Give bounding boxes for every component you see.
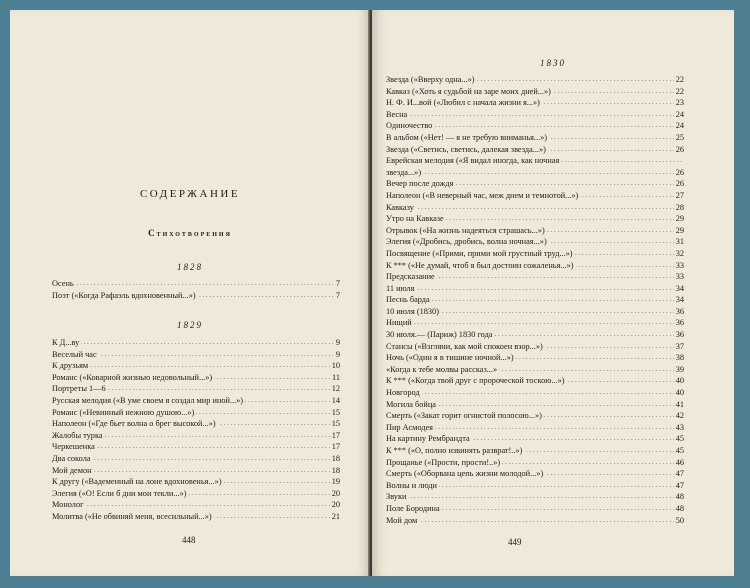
toc-entry-page: 22 <box>675 86 684 96</box>
toc-entry-page: 31 <box>675 237 684 247</box>
toc-entry-title: Весна <box>386 109 408 119</box>
toc-entry-title: Отрывок («На жизнь надеяться страшась...») <box>386 225 545 235</box>
left-page <box>10 10 370 576</box>
toc-entry-title: Ночь («Один я в тишине ночной...») <box>386 353 514 363</box>
toc-entry <box>386 364 684 376</box>
toc-entry-page: 20 <box>331 500 340 510</box>
toc-entry-page: 7 <box>335 290 340 300</box>
toc-entry-title: На картину Рембрандта <box>386 434 470 444</box>
toc-entry <box>386 213 684 225</box>
toc-entry-title: Мой дом <box>386 515 418 525</box>
toc-entry <box>52 453 340 465</box>
toc-entry-title: Мой демон <box>52 465 92 475</box>
toc-entry-page: 15 <box>331 419 340 429</box>
toc-entry-title: Одиночество <box>386 121 433 131</box>
toc-entry <box>386 445 684 457</box>
toc-entry-title: В альбом («Нет! — я не требую вниманья...») <box>386 132 548 142</box>
toc-entry <box>386 74 684 86</box>
toc-entry-page: 17 <box>331 442 340 452</box>
toc-entry-title: Звезда («Вверху одна...») <box>386 75 475 84</box>
toc-entry-title: К *** («Не думай, чтоб я был достоин сожаленья...») <box>386 260 574 270</box>
toc-entry-title: Пир Асмодея <box>386 422 434 432</box>
toc-entry-title: Черкешенка <box>52 442 95 452</box>
toc-entry-title: Кавказу <box>386 202 414 212</box>
toc-entry-page: 40 <box>675 388 684 398</box>
toc-entry <box>386 225 684 237</box>
toc-entry <box>386 468 684 480</box>
toc-entry-title: Поэт («Когда Рафаэль вдохновенный...») <box>52 290 196 300</box>
toc-entry-page: 34 <box>675 283 684 293</box>
toc-entry-page: 28 <box>675 202 684 212</box>
toc-entry-title: Элегия («О! Если б дни мои текли...») <box>52 488 187 498</box>
toc-list-1830 <box>386 74 684 526</box>
toc-entry <box>386 422 684 434</box>
toc-entry-page: 26 <box>675 144 684 154</box>
toc-entry-page: 48 <box>675 492 684 502</box>
toc-entry-page: 9 <box>335 349 340 359</box>
toc-entry <box>386 178 684 190</box>
toc-entry-page: 23 <box>675 98 684 108</box>
toc-entry <box>386 97 684 109</box>
toc-entry <box>386 120 684 132</box>
toc-entry <box>52 349 340 361</box>
toc-entry <box>386 515 684 527</box>
toc-entry-page: 40 <box>675 376 684 386</box>
toc-entry-title: 11 июля <box>386 283 415 293</box>
toc-entry <box>52 337 340 349</box>
toc-entry-title: К *** («О, полно извинять разврат!..») <box>386 446 523 455</box>
toc-entry-title: Нищий <box>386 318 412 328</box>
toc-entry-page: 36 <box>675 306 684 316</box>
toc-entry <box>52 290 340 302</box>
toc-entry-page: 42 <box>675 411 684 421</box>
toc-entry <box>386 387 684 399</box>
toc-entry <box>52 395 340 407</box>
toc-entry <box>52 511 340 523</box>
toc-entry <box>52 441 340 453</box>
toc-entry-page: 25 <box>675 132 684 142</box>
toc-entry <box>386 433 684 445</box>
toc-entry-title: Прощанье («Прости, прости!..») <box>386 457 501 467</box>
toc-entry-title: Новгород <box>386 388 420 398</box>
toc-entry-title: Смерть («Оборвана цепь жизни молодой...») <box>386 469 544 479</box>
toc-entry-page: 19 <box>331 477 340 487</box>
toc-entry <box>52 418 340 430</box>
toc-list-1829 <box>52 337 340 523</box>
toc-entry <box>386 491 684 503</box>
toc-entry-title: Смерть («Закат горит огнистой полосою...») <box>386 411 542 421</box>
toc-entry-page: 29 <box>675 225 684 235</box>
toc-entry-title: Песнь барда <box>386 295 430 305</box>
toc-entry-page: 18 <box>331 465 340 475</box>
toc-entry <box>52 476 340 488</box>
toc-entry <box>386 109 684 121</box>
toc-entry-title: Еврейская мелодия («Я видал иногда, как ночная <box>386 156 560 166</box>
toc-entry <box>386 480 684 492</box>
toc-entry-title: Портреты 1—6 <box>52 384 106 394</box>
toc-entry-page: 29 <box>675 214 684 224</box>
toc-entry-page: 48 <box>675 503 684 513</box>
toc-entry <box>386 132 684 144</box>
toc-entry <box>386 260 684 272</box>
toc-entry <box>386 144 684 156</box>
toc-entry <box>386 155 684 167</box>
toc-entry-title: Романс («Невинный нежною душою...») <box>52 407 195 417</box>
toc-entry-title: К друзьям <box>52 361 89 371</box>
toc-entry-page: 41 <box>675 399 684 409</box>
toc-entry-page: 17 <box>331 430 340 440</box>
toc-entry-page: 24 <box>675 121 684 131</box>
toc-entry-title: Монолог <box>52 500 84 510</box>
toc-entry-page: 39 <box>675 364 684 374</box>
toc-entry <box>386 457 684 469</box>
toc-entry-title: К другу («Вадеменный на лоне вдохновенья...») <box>52 477 222 487</box>
toc-entry-page: 32 <box>675 248 684 258</box>
toc-entry-title: Утро на Кавказе <box>386 214 444 224</box>
toc-entry-page: 21 <box>331 511 340 521</box>
toc-entry <box>386 503 684 515</box>
toc-entry-page: 9 <box>335 338 340 347</box>
toc-entry-title: 10 июля (1830) <box>386 306 439 316</box>
toc-entry-page: 20 <box>331 488 340 498</box>
toc-entry-page: 45 <box>675 446 684 455</box>
toc-entry <box>52 383 340 395</box>
toc-entry-title: Вечер после дождя <box>386 179 454 189</box>
toc-entry-title: Звуки <box>386 492 407 502</box>
toc-entry-page: 10 <box>331 361 340 371</box>
toc-entry-title: Русская мелодия («В уме своем я создал мир иной...») <box>52 395 244 405</box>
toc-entry-title: Кавказ («Хоть я судьбой на заре моих дней...») <box>386 86 551 96</box>
toc-entry <box>386 167 684 179</box>
toc-entry-page: 15 <box>331 407 340 417</box>
toc-entry-page: 27 <box>675 190 684 200</box>
year-heading-1829: 1829 <box>177 320 203 330</box>
page-number-left: 448 <box>182 535 196 545</box>
toc-entry-page: 43 <box>675 422 684 432</box>
toc-entry-page: 38 <box>675 353 684 363</box>
toc-entry-page: 33 <box>675 272 684 282</box>
toc-list-1828 <box>52 278 340 301</box>
toc-entry <box>386 306 684 318</box>
toc-entry-title: К Д...ву <box>52 338 80 347</box>
toc-entry-page: 47 <box>675 469 684 479</box>
toc-entry <box>386 329 684 341</box>
toc-entry-title: Романс («Коварной жизнью недовольный...») <box>52 372 213 382</box>
toc-entry-title: Посвящение («Прими, прими мой грустный труд...») <box>386 248 573 258</box>
toc-entry-page: 33 <box>675 260 684 270</box>
toc-entry-page: 26 <box>675 167 684 177</box>
toc-entry <box>386 271 684 283</box>
toc-entry-title: Элегия («Дробись, дробись, волна ночная...») <box>386 237 547 247</box>
year-heading-1828: 1828 <box>177 262 203 272</box>
toc-entry-page: 34 <box>675 295 684 305</box>
toc-entry-title: Осень <box>52 279 74 288</box>
toc-entry <box>386 236 684 248</box>
toc-entry-page: 37 <box>675 341 684 351</box>
toc-entry <box>52 360 340 372</box>
toc-entry <box>52 430 340 442</box>
toc-entry-title: Наполеон («Где бьет волна о брег высокой...») <box>52 419 216 429</box>
page-number-right: 449 <box>508 537 522 547</box>
toc-entry-title: Наполеон («В неверный час, меж днем и темнотой...») <box>386 190 579 200</box>
toc-entry-page: 36 <box>675 318 684 328</box>
toc-entry <box>386 248 684 260</box>
toc-entry <box>386 283 684 295</box>
toc-entry-page: 11 <box>332 372 340 382</box>
toc-entry <box>386 375 684 387</box>
contents-title: СОДЕРЖАНИЕ <box>139 188 241 200</box>
toc-entry <box>52 488 340 500</box>
toc-entry-page: 24 <box>675 109 684 119</box>
section-title: Стихотворения <box>148 228 232 238</box>
toc-entry-title: Молитва («Не обвиняй меня, всесильный...») <box>52 511 212 521</box>
toc-entry <box>386 202 684 214</box>
toc-entry-title: Предсказание <box>386 272 435 282</box>
toc-entry-page: 50 <box>675 515 684 525</box>
toc-entry <box>52 499 340 511</box>
toc-entry-title: Поле Бородина <box>386 503 440 513</box>
toc-entry <box>52 465 340 477</box>
toc-entry-title: звезда...») <box>386 167 422 177</box>
toc-entry <box>386 86 684 98</box>
toc-entry-page: 26 <box>675 179 684 189</box>
toc-entry-title: Веселый час <box>52 349 97 359</box>
toc-entry-title: Жалобы турка <box>52 430 103 440</box>
toc-entry-title: 30 июля.— (Париж) 1830 года <box>386 330 493 340</box>
toc-entry <box>386 294 684 306</box>
toc-entry-title: К *** («Когда твой друг с пророческой тоскою...») <box>386 376 565 386</box>
toc-entry-page: 45 <box>675 434 684 444</box>
toc-entry <box>52 407 340 419</box>
toc-entry-page: 14 <box>331 395 340 405</box>
toc-entry-page: 22 <box>675 75 684 84</box>
toc-entry <box>386 399 684 411</box>
right-page <box>372 10 734 576</box>
toc-entry-page: 46 <box>675 457 684 467</box>
toc-entry-title: Два сокола <box>52 453 91 463</box>
toc-entry-title: Могила бойца <box>386 399 436 409</box>
toc-entry-page: 47 <box>675 480 684 490</box>
year-heading-1830: 1830 <box>540 58 566 68</box>
toc-entry <box>386 190 684 202</box>
toc-entry-title: Стансы («Взгляни, как мой спокоен взор...») <box>386 341 543 351</box>
toc-entry <box>386 410 684 422</box>
toc-entry-page: 36 <box>675 330 684 340</box>
toc-entry-page: 18 <box>331 453 340 463</box>
toc-entry <box>52 372 340 384</box>
toc-entry-page: 7 <box>335 279 340 288</box>
toc-entry-title: Волны и люди <box>386 480 437 490</box>
toc-entry <box>386 341 684 353</box>
toc-entry-page: 12 <box>331 384 340 394</box>
toc-entry-title: Звезда («Светись, светись, далекая звезда...») <box>386 144 546 154</box>
toc-entry <box>386 317 684 329</box>
toc-entry-title: Н. Ф. И...вой («Любил с начала жизни я...») <box>386 98 540 108</box>
toc-entry <box>386 352 684 364</box>
toc-entry-title: «Когда к тебе молвы рассказ...» <box>386 364 498 374</box>
toc-entry <box>52 278 340 290</box>
